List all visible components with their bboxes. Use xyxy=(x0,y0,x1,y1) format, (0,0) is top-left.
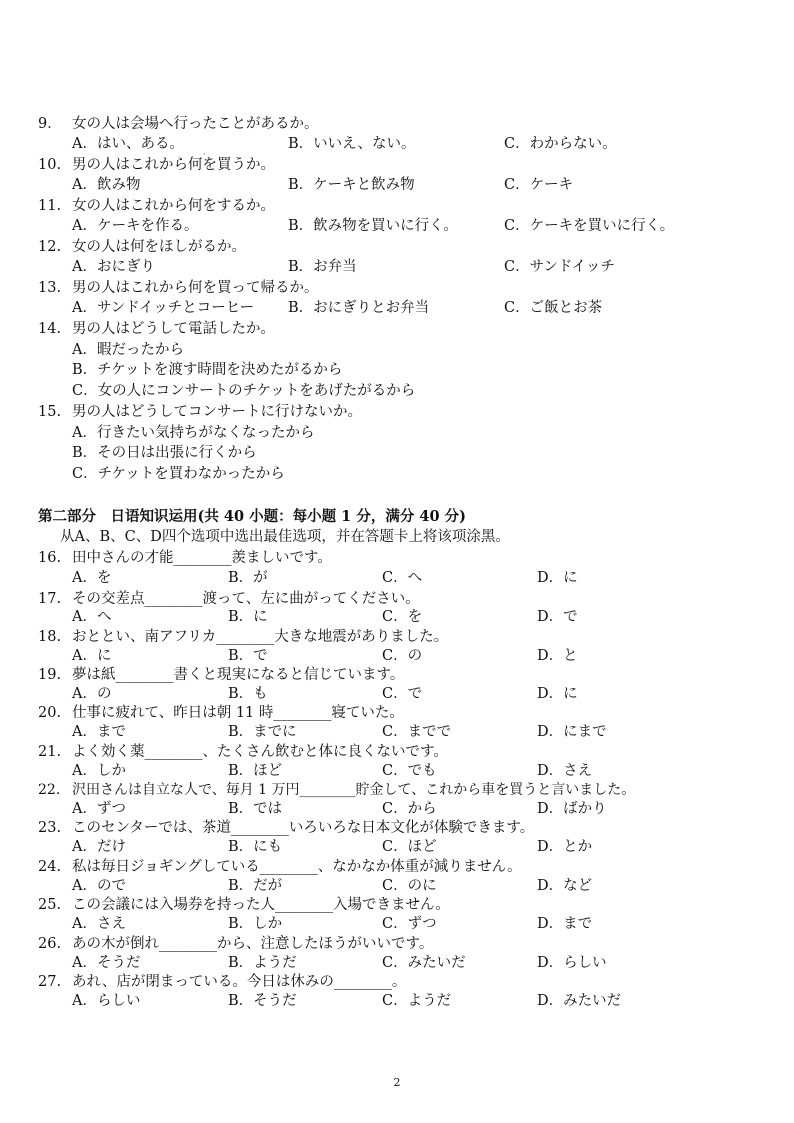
question-16-stem: 16. 田中さんの才能________羨ましいです。 xyxy=(38,550,332,566)
question-24-options xyxy=(72,876,772,896)
option: D．で xyxy=(537,609,578,625)
question-17-options xyxy=(72,607,772,627)
question-15-option-c: C．チケットを買わなかったから xyxy=(72,466,285,482)
option: D．ばかり xyxy=(537,801,607,817)
question-21-options xyxy=(72,761,772,781)
option: A．へ xyxy=(72,609,112,625)
question-23-stem: 23. このセンターでは、茶道________いろいろな日本文化が体験できます。 xyxy=(38,820,535,836)
option: C．までで xyxy=(382,724,452,740)
question-11-options xyxy=(72,216,772,236)
option: B．が xyxy=(228,570,268,586)
question-15-stem: 15. 男の人はどうしてコンサートに行けないか。 xyxy=(38,404,362,420)
option: B．ケーキと飲み物 xyxy=(288,177,415,193)
option: A．を xyxy=(72,570,112,586)
option: B．で xyxy=(228,648,268,664)
question-9-stem: 9． 女の人は会場へ行ったことがあるか。 xyxy=(38,116,319,132)
option: B．飲み物を買いに行く。 xyxy=(288,218,458,234)
option: D．とか xyxy=(537,839,593,855)
option: C．ようだ xyxy=(382,993,452,1009)
question-13-options xyxy=(72,298,772,318)
question-26-stem: 26. あの木が倒れ________から、注意したほうがいいです。 xyxy=(38,936,434,952)
option: C．のに xyxy=(382,878,437,894)
question-19-options xyxy=(72,684,772,704)
section-2-instruction: 从A、B、C、D四个选项中选出最佳选项，并在答题卡上将该项涂黑。 xyxy=(60,529,510,545)
question-27-options xyxy=(72,991,772,1011)
option: A．サンドイッチとコーヒー xyxy=(72,300,255,316)
option: A．まで xyxy=(72,724,126,740)
option: B．おにぎりとお弁当 xyxy=(288,300,430,316)
option: B．も xyxy=(228,686,268,702)
question-10-stem: 10. 男の人はこれから何を買うか。 xyxy=(38,157,275,173)
question-15-option-b: B．その日は出張に行くから xyxy=(72,445,257,461)
option: A．らしい xyxy=(72,993,141,1009)
option: B．いいえ、ない。 xyxy=(288,136,416,152)
option: B．ほど xyxy=(228,763,283,779)
option: C．サンドイッチ xyxy=(504,259,615,275)
option: B．までに xyxy=(228,724,297,740)
question-26-options xyxy=(72,953,772,973)
option: C．を xyxy=(382,609,423,625)
option: D．みたいだ xyxy=(537,993,622,1009)
question-27-stem: 27. あれ、店が閉まっている。今日は休みの________。 xyxy=(38,974,407,990)
question-13-stem: 13. 男の人はこれから何を買って帰るか。 xyxy=(38,280,319,296)
option: A．さえ xyxy=(72,916,126,932)
question-14-option-c: C．女の人にコンサートのチケットをあげたがるから xyxy=(72,383,416,399)
question-23-options xyxy=(72,837,772,857)
question-24-stem: 24. 私は毎日ジョギングしている________、なかなか体重が減りません。 xyxy=(38,859,522,875)
page-number: 2 xyxy=(393,1076,401,1089)
option: A．だけ xyxy=(72,839,126,855)
section-2-title: 第二部分 日语知识运用(共 40 小题：每小题 1 分，满分 40 分) xyxy=(38,508,466,525)
option: B．そうだ xyxy=(228,993,297,1009)
question-14-stem: 14. 男の人はどうして電話したか。 xyxy=(38,321,275,337)
question-18-options xyxy=(72,646,772,666)
option: C．みたいだ xyxy=(382,955,466,971)
option: A．ずつ xyxy=(72,801,126,817)
option: D．など xyxy=(537,878,593,894)
question-9-options xyxy=(72,134,772,154)
option: D．にまで xyxy=(537,724,607,740)
option: B．では xyxy=(228,801,283,817)
option: D．らしい xyxy=(537,955,607,971)
option: A．飲み物 xyxy=(72,177,141,193)
question-16-options xyxy=(72,568,772,588)
question-18-stem: 18. おととい、南アフリカ________大きな地震がありました。 xyxy=(38,629,449,645)
question-20-options xyxy=(72,722,772,742)
option: B．に xyxy=(228,609,268,625)
question-14-option-a: A．暇だったから xyxy=(72,342,184,358)
question-21-stem: 21. よく効く薬________、たくさん飲むと体に良くないです。 xyxy=(38,744,448,760)
question-12-options xyxy=(72,257,772,277)
scan-speck: · xyxy=(203,150,206,159)
option: A．の xyxy=(72,686,112,702)
option: C．ずつ xyxy=(382,916,437,932)
option: C．の xyxy=(382,648,423,664)
question-17-stem: 17. その交差点________渡って、左に曲がってください。 xyxy=(38,591,420,607)
question-14-option-b: B．チケットを渡す時間を決めたがるから xyxy=(72,362,343,378)
question-10-options xyxy=(72,175,772,195)
option: C．ケーキを買いに行く。 xyxy=(504,218,675,234)
question-15-option-a: A．行きたい気持ちがなくなったから xyxy=(72,425,315,441)
option: A．はい、ある。 xyxy=(72,136,184,152)
option: B．しか xyxy=(228,916,283,932)
option: D．まで xyxy=(537,916,593,932)
option: C．へ xyxy=(382,570,423,586)
question-20-stem: 20. 仕事に疲れて、昨日は朝 11 時________寝ていた。 xyxy=(38,705,404,721)
option: D．と xyxy=(537,648,578,664)
option: D．に xyxy=(537,570,578,586)
option: D．に xyxy=(537,686,578,702)
option: B．お弁当 xyxy=(288,259,357,275)
option: C．から xyxy=(382,801,437,817)
question-11-stem: 11. 女の人はこれから何をするか。 xyxy=(38,198,275,214)
option: A．おにぎり xyxy=(72,259,155,275)
question-25-stem: 25. この会議には入場券を持った人________入場できません。 xyxy=(38,897,450,913)
option: A．しか xyxy=(72,763,126,779)
question-12-stem: 12. 女の人は何をほしがるか。 xyxy=(38,239,246,255)
option: A．に xyxy=(72,648,112,664)
question-22-stem: 22. 沢田さんは自立な人で、毎月 1 万円________貯金して、これから車を買うと言いました。 xyxy=(38,782,636,798)
option: B．にも xyxy=(228,839,283,855)
option: C．ご飯とお茶 xyxy=(504,300,603,316)
option: C．でも xyxy=(382,763,437,779)
option: C．わからない。 xyxy=(504,136,617,152)
option: C．ケーキ xyxy=(504,177,574,193)
option: A．ので xyxy=(72,878,126,894)
question-19-stem: 19. 夢は紙________書くと現実になると信じています。 xyxy=(38,667,405,683)
option: A．そうだ xyxy=(72,955,141,971)
option: B．だが xyxy=(228,878,283,894)
question-25-options xyxy=(72,914,772,934)
option: C．ほど xyxy=(382,839,437,855)
option: C．で xyxy=(382,686,423,702)
option: A．ケーキを作る。 xyxy=(72,218,199,234)
question-22-options xyxy=(72,799,772,819)
option: B．ようだ xyxy=(228,955,297,971)
option: D．さえ xyxy=(537,763,593,779)
